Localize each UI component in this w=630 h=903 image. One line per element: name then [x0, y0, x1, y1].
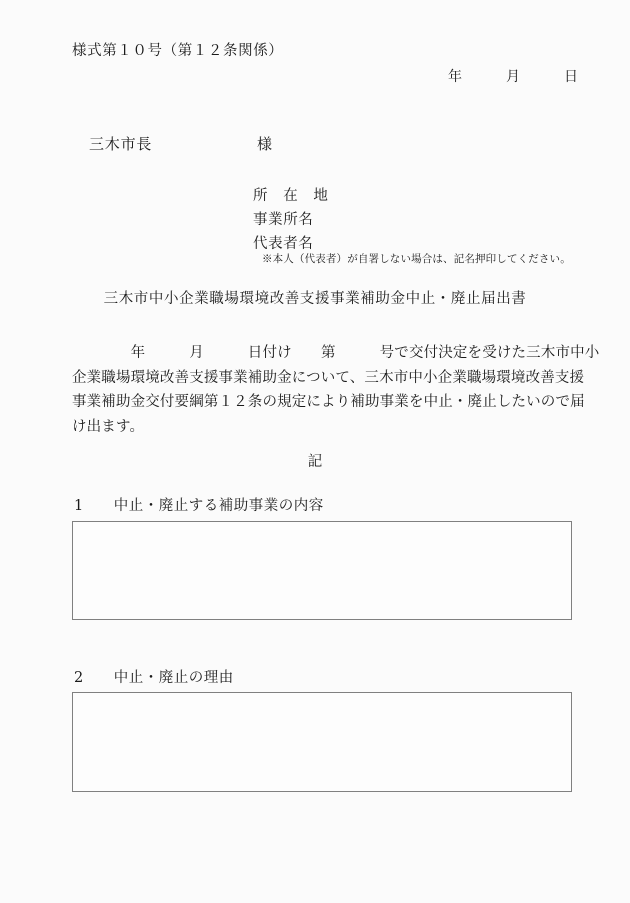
item-2-answer-box[interactable]: [72, 692, 572, 792]
date-line: 年 月 日: [448, 69, 579, 85]
item-1-answer-box[interactable]: [72, 521, 572, 620]
body-line-4: け出ます。: [72, 418, 145, 435]
applicant-business-name-label: 事業所名: [253, 212, 314, 228]
addressee-name: 三木市長: [89, 135, 153, 153]
body-line-3: 事業補助金交付要綱第１２条の規定により補助事業を中止・廃止したいので届: [72, 394, 585, 410]
item-2-label: 2 中止・廃止の理由: [74, 670, 234, 686]
body-line-1: 年 月 日付け 第 号で交付決定を受けた三木市中小: [72, 345, 600, 361]
body-line-2: 企業職場環境改善支援事業補助金について、三木市中小企業職場環境改善支援: [72, 369, 585, 386]
seal-note: ※本人（代表者）が自署しない場合は、記名押印してください。: [262, 253, 571, 265]
ki-marker: 記: [307, 454, 323, 470]
addressee-honorific: 様: [257, 135, 273, 153]
form-number: 様式第１０号（第１２条関係）: [72, 43, 284, 59]
applicant-representative-label: 代表者名: [253, 236, 314, 252]
body-paragraph: [72, 341, 600, 439]
applicant-address-label: 所 在 地: [253, 188, 329, 204]
item-1-label: 1 中止・廃止する補助事業の内容: [74, 498, 324, 514]
applicant-block: [253, 184, 329, 256]
page-title: 三木市中小企業職場環境改善支援事業補助金中止・廃止届出書: [103, 291, 527, 307]
